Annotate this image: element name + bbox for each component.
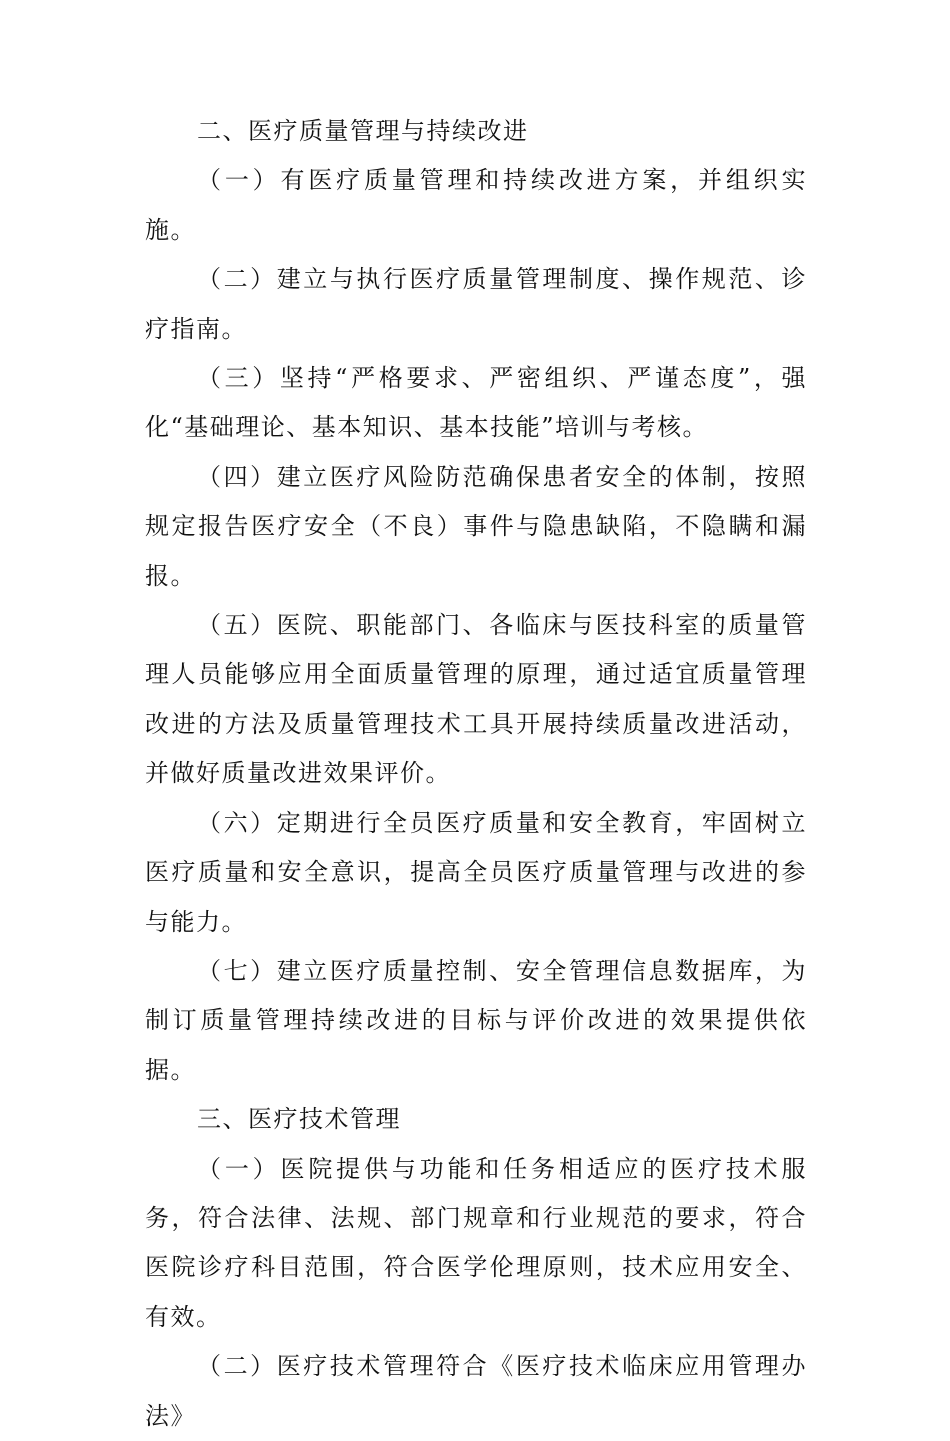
paragraph: （七）建立医疗质量控制、安全管理信息数据库，为制订质量管理持续改进的目标与评价改进的效果提供依据。: [145, 956, 807, 1084]
paragraph: （一）医院提供与功能和任务相适应的医疗技术服务，符合法律、法规、部门规章和行业规范的要求，符合医院诊疗科目范围，符合医学伦理原则，技术应用安全、有效。: [145, 1154, 807, 1331]
section-heading: 二、医疗质量管理与持续改进: [197, 117, 529, 145]
paragraph: （四）建立医疗风险防范确保患者安全的体制，按照规定报告医疗安全（不良）事件与隐患缺陷，不隐瞒和漏报。: [145, 462, 807, 590]
document-body: [145, 107, 807, 1441]
paragraph: （六）定期进行全员医疗质量和安全教育，牢固树立医疗质量和安全意识，提高全员医疗质量管理与改进的参与能力。: [145, 808, 807, 936]
section-heading: 三、医疗技术管理: [197, 1105, 401, 1134]
paragraph: （三）坚持“严格要求、严密组织、严谨态度”，强化“基础理论、基本知识、基本技能”培训与考核。: [145, 364, 807, 442]
paragraph: （二）医疗技术管理符合《医疗技术临床应用管理办法》: [145, 1352, 807, 1430]
paragraph: （二）建立与执行医疗质量管理制度、操作规范、诊疗指南。: [145, 265, 807, 343]
paragraph: （五）医院、职能部门、各临床与医技科室的质量管理人员能够应用全面质量管理的原理，通过适宜质量管理改进的方法及质量管理技术工具开展持续质量改进活动，并做好质量改进效果评价。: [145, 611, 807, 788]
paragraph: （一）有医疗质量管理和持续改进方案，并组织实施。: [145, 166, 807, 244]
